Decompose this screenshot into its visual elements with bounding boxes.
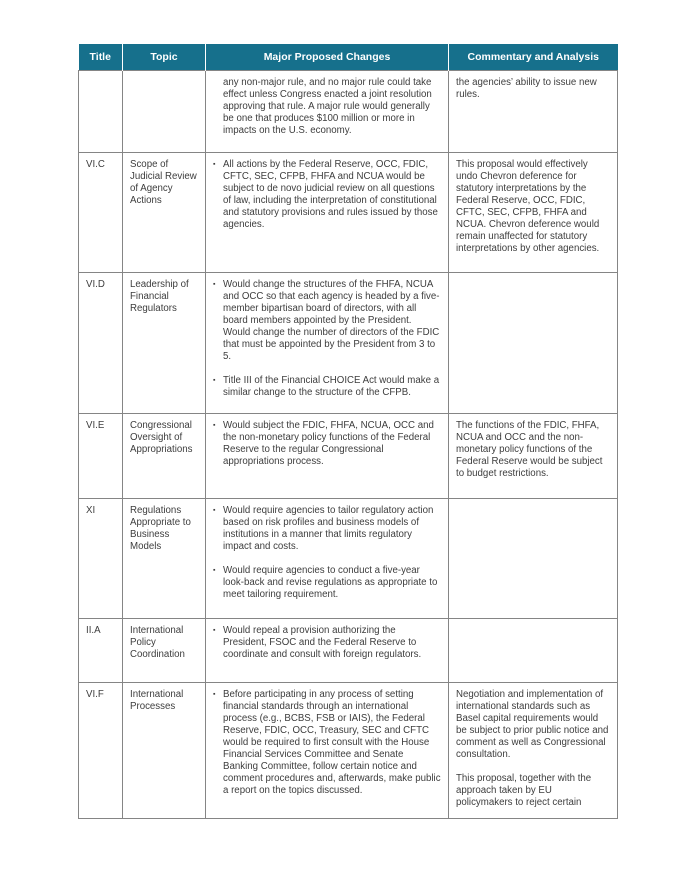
change-item (213, 689, 441, 797)
title-cell: VI.F (79, 683, 123, 819)
commentary-paragraph: This proposal, together with the approach taken by EU policymakers to reject certain (456, 773, 592, 808)
topic-cell: Regulations Appropriate to Business Models (123, 499, 206, 619)
table-row (79, 683, 618, 819)
title-cell: II.A (79, 619, 123, 683)
commentary-paragraph: This proposal would effectively undo Chevron deference for statutory interpretations by the Federal Reserve, OCC, FDIC, CFTC, SEC, CFPB, FHFA and NCUA. Chevron deference would remain unaffected for statutory interpretations by other agencies. (456, 159, 600, 254)
change-item (213, 420, 441, 468)
commentary-cell (449, 273, 618, 414)
changes-cell (206, 619, 449, 683)
header-row (79, 44, 618, 71)
bullet-icon: ▪ (213, 377, 216, 384)
header-major-proposed-changes: Major Proposed Changes (206, 44, 449, 71)
header-commentary-and-analysis: Commentary and Analysis (449, 44, 618, 71)
proposals-table (78, 44, 618, 819)
changes-cell (206, 683, 449, 819)
change-item (213, 375, 441, 399)
change-text: Before participating in any process of setting financial standards through an international process (e.g., BCBS, FSB or IAIS), the Federal Reserve, FDIC, OCC, Treasury, SEC and CFTC would be required to first consult with the House Financial Services Committee and Senate Banking Committee, follow certain notice and comment procedures and, afterwards, make public a report on the topics discussed. (223, 689, 441, 796)
commentary-cell (449, 153, 618, 273)
change-text: Would require agencies to conduct a five-year look-back and revise regulations as appropriate to meet tailoring requirement. (223, 565, 438, 600)
topic-cell: International Policy Coordination (123, 619, 206, 683)
changes-cell (206, 273, 449, 414)
table-row (79, 414, 618, 499)
change-text: Title III of the Financial CHOICE Act would make a similar change to the structure of the CFPB. (223, 375, 440, 398)
change-text: Would change the structures of the FHFA, NCUA and OCC so that each agency is headed by a five-member bipartisan board of directors, with all board members appointed by the President. Would change the number of directors of the FDIC that must be appointed by the President from 3 to 5. (223, 279, 440, 362)
commentary-cell (449, 619, 618, 683)
change-item (213, 159, 441, 231)
bullet-icon: ▪ (213, 627, 216, 634)
changes-cell (206, 153, 449, 273)
topic-cell: Congressional Oversight of Appropriations (123, 414, 206, 499)
change-item (213, 505, 441, 553)
change-text: Would require agencies to tailor regulatory action based on risk profiles and business models of institutions in a manner that limits regulatory impact and costs. (223, 505, 434, 552)
title-cell: VI.D (79, 273, 123, 414)
change-item (213, 565, 441, 601)
bullet-icon: ▪ (213, 161, 216, 168)
change-text: any non-major rule, and no major rule could take effect unless Congress enacted a joint resolution approving that rule. A major rule would generally be one that produces $100 million or more in impacts on the U.S. economy. (223, 77, 432, 136)
commentary-cell (449, 71, 618, 153)
table-header (79, 44, 618, 71)
table-row (79, 619, 618, 683)
changes-cell (206, 414, 449, 499)
change-text: Would repeal a provision authorizing the President, FSOC and the Federal Reserve to coordinate and consult with foreign regulators. (223, 625, 422, 660)
table-body (79, 71, 618, 819)
topic-cell: Leadership of Financial Regulators (123, 273, 206, 414)
header-topic: Topic (123, 44, 206, 71)
bullet-icon: ▪ (213, 691, 216, 698)
change-text: All actions by the Federal Reserve, OCC, FDIC, CFTC, SEC, CFPB, FHFA and NCUA would be subject to de novo judicial review on all questions of law, including the interpretation of constitutional and statutory provisions and rules issued by those agencies. (223, 159, 438, 230)
topic-cell: International Processes (123, 683, 206, 819)
title-cell (79, 71, 123, 153)
commentary-cell (449, 499, 618, 619)
change-item (213, 625, 441, 661)
bullet-icon: ▪ (213, 507, 216, 514)
table-row (79, 273, 618, 414)
change-item (213, 77, 441, 137)
changes-cell (206, 71, 449, 153)
title-cell: VI.E (79, 414, 123, 499)
bullet-icon: ▪ (213, 567, 216, 574)
title-cell: VI.C (79, 153, 123, 273)
topic-cell (123, 71, 206, 153)
change-text: Would subject the FDIC, FHFA, NCUA, OCC and the non-monetary policy functions of the Federal Reserve to the regular Congressional appropriations process. (223, 420, 434, 467)
commentary-paragraph: The functions of the FDIC, FHFA, NCUA and OCC and the non-monetary policy functions of the Federal Reserve would be subject to budget restrictions. (456, 420, 603, 479)
commentary-cell (449, 414, 618, 499)
commentary-cell (449, 683, 618, 819)
commentary-paragraph: Negotiation and implementation of international standards such as Basel capital requirements would be subject to prior public notice and comment as well as Congressional consultation. (456, 689, 609, 760)
bullet-icon: ▪ (213, 281, 216, 288)
change-item (213, 279, 441, 363)
title-cell: XI (79, 499, 123, 619)
table-row (79, 71, 618, 153)
table-row (79, 499, 618, 619)
table-row (79, 153, 618, 273)
topic-cell: Scope of Judicial Review of Agency Actions (123, 153, 206, 273)
commentary-paragraph: the agencies’ ability to issue new rules. (456, 77, 597, 100)
changes-cell (206, 499, 449, 619)
header-title: Title (79, 44, 123, 71)
bullet-icon: ▪ (213, 422, 216, 429)
